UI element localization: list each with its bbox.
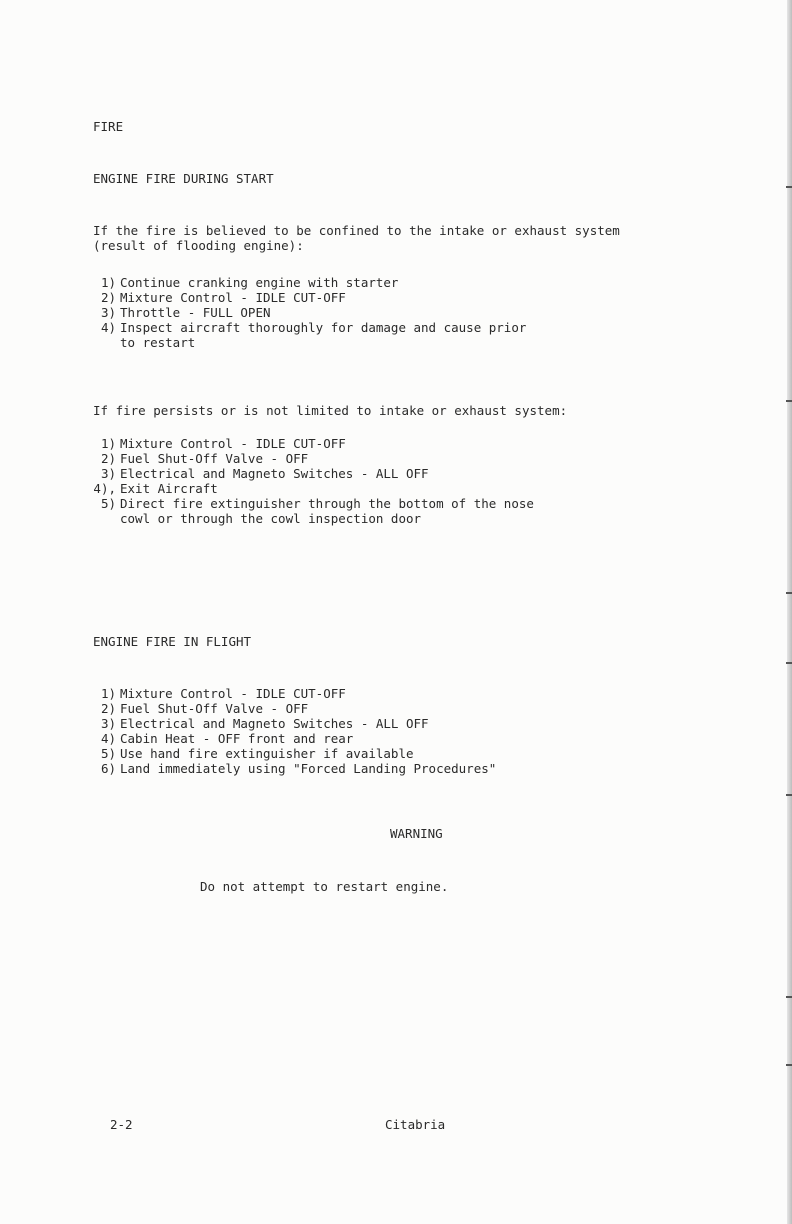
step-number: 5) xyxy=(100,746,116,761)
step-item xyxy=(82,451,308,466)
step-text xyxy=(120,731,353,746)
step-line: Mixture Control - IDLE CUT-OFF xyxy=(120,686,346,701)
step-line: Continue cranking engine with starter xyxy=(120,275,399,290)
step-item xyxy=(82,275,398,290)
step-item xyxy=(82,716,429,731)
step-line: Electrical and Magneto Switches - ALL OFF xyxy=(120,466,429,481)
step-text xyxy=(120,761,496,776)
edge-mark xyxy=(786,996,792,998)
intro-line-1: If the fire is believed to be confined to the intake or exhaust system xyxy=(93,223,620,238)
edge-mark xyxy=(786,662,792,664)
step-text xyxy=(120,320,526,350)
edge-mark xyxy=(786,1064,792,1066)
step-text xyxy=(120,716,429,731)
step-text xyxy=(120,451,308,466)
step-line: Fuel Shut-Off Valve - OFF xyxy=(120,701,309,716)
intro-line-2: (result of flooding engine): xyxy=(93,238,304,253)
step-text xyxy=(120,701,308,716)
step-number: 1) xyxy=(100,436,116,451)
step-number: 4) xyxy=(100,731,116,746)
page-number: 2-2 xyxy=(110,1117,133,1132)
step-number: 4), xyxy=(93,481,116,496)
step-number: 3) xyxy=(100,305,116,320)
step-item xyxy=(82,686,346,701)
step-item xyxy=(82,290,346,305)
step-text xyxy=(120,305,271,320)
step-number: 3) xyxy=(100,466,116,481)
persist-condition: If fire persists or is not limited to intake or exhaust system: xyxy=(93,403,568,418)
step-number: 5) xyxy=(100,496,116,511)
step-number: 2) xyxy=(100,701,116,716)
step-line: Direct fire extinguisher through the bottom of the nose xyxy=(120,496,534,511)
step-number: 2) xyxy=(100,290,116,305)
step-text xyxy=(120,746,414,761)
warning-title: WARNING xyxy=(390,826,443,841)
step-text xyxy=(120,436,346,451)
heading-engine-fire-flight: ENGINE FIRE IN FLIGHT xyxy=(93,634,252,649)
step-number: 3) xyxy=(100,716,116,731)
step-line: Mixture Control - IDLE CUT-OFF xyxy=(120,436,346,451)
step-item xyxy=(82,436,346,451)
step-text xyxy=(120,686,346,701)
step-line: Land immediately using "Forced Landing Procedures" xyxy=(120,761,497,776)
step-line: Mixture Control - IDLE CUT-OFF xyxy=(120,290,346,305)
step-item xyxy=(82,320,526,350)
step-item xyxy=(82,496,534,526)
edge-mark xyxy=(786,186,792,188)
manual-name: Citabria xyxy=(385,1117,446,1132)
step-item xyxy=(82,746,414,761)
step-line: Cabin Heat - OFF front and rear xyxy=(120,731,354,746)
step-text xyxy=(120,466,429,481)
step-item xyxy=(82,305,271,320)
step-line: Use hand fire extinguisher if available xyxy=(120,746,414,761)
step-line: Electrical and Magneto Switches - ALL OFF xyxy=(120,716,429,731)
step-line: Fuel Shut-Off Valve - OFF xyxy=(120,451,309,466)
step-number: 1) xyxy=(100,686,116,701)
step-number: 6) xyxy=(100,761,116,776)
step-line: Inspect aircraft thoroughly for damage and cause prior xyxy=(120,320,527,335)
step-item xyxy=(82,481,218,496)
edge-mark xyxy=(786,794,792,796)
warning-text: Do not attempt to restart engine. xyxy=(200,879,449,894)
step-text xyxy=(120,481,218,496)
step-text xyxy=(120,275,398,290)
step-number: 2) xyxy=(100,451,116,466)
step-number: 4) xyxy=(100,320,116,335)
edge-mark xyxy=(786,592,792,594)
step-number: 1) xyxy=(100,275,116,290)
step-text xyxy=(120,496,534,526)
step-line: Throttle - FULL OPEN xyxy=(120,305,271,320)
heading-engine-fire-start: ENGINE FIRE DURING START xyxy=(93,171,274,186)
step-item xyxy=(82,466,429,481)
page-edge xyxy=(787,0,792,1224)
step-line: to restart xyxy=(120,335,196,350)
step-text xyxy=(120,290,346,305)
section-title: FIRE xyxy=(93,119,124,134)
edge-mark xyxy=(786,400,792,402)
step-item xyxy=(82,701,308,716)
step-item xyxy=(82,731,353,746)
step-item xyxy=(82,761,496,776)
step-line: cowl or through the cowl inspection door xyxy=(120,511,422,526)
step-line: Exit Aircraft xyxy=(120,481,218,496)
